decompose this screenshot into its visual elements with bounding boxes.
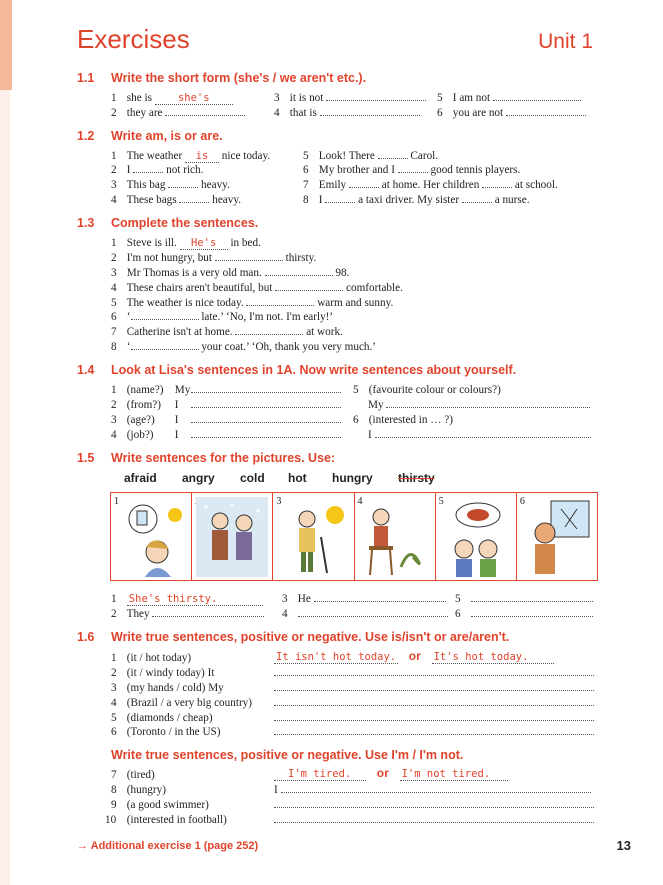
section-heading: Write true sentences, positive or negative. Use is/isn't or are/aren't. — [111, 630, 510, 644]
exercise-item: 3 it is not — [274, 91, 426, 105]
unit-label: Unit 1 — [538, 30, 593, 53]
exercise-item: 4 — [282, 607, 448, 621]
picture-2 — [192, 493, 273, 580]
exercise-item: 6 — [455, 607, 593, 621]
answer-line — [274, 798, 594, 812]
answer-field[interactable] — [179, 193, 209, 203]
exercise-item: 2 (it / windy today) It — [111, 667, 215, 679]
answer-field[interactable] — [326, 91, 426, 101]
exercise-item: 8 ‘ your coat.’ ‘Oh, thank you very much.’ — [111, 341, 377, 353]
answer-field[interactable] — [131, 340, 199, 350]
answer-field[interactable] — [398, 163, 428, 173]
answer-line — [274, 813, 594, 827]
exercise-item: 5 I am not — [437, 91, 581, 105]
hot-man-illustration — [277, 497, 349, 577]
answer-field[interactable]: she's — [155, 93, 233, 105]
answer-field[interactable] — [274, 798, 594, 808]
answer-field[interactable] — [168, 178, 198, 188]
exercise-item: 3 Mr Thomas is a very old man. 98. — [111, 267, 350, 279]
hungry-people-illustration — [440, 497, 512, 577]
word-cold: cold — [240, 471, 265, 485]
answer-field[interactable] — [265, 266, 333, 276]
answer-field[interactable] — [493, 91, 581, 101]
answer-field[interactable] — [349, 178, 379, 188]
answer-field[interactable] — [378, 149, 408, 159]
exercise-item: 1 Steve is ill. He's in bed. — [111, 237, 261, 249]
exercise-item: 5 Look! There Carol. — [303, 150, 439, 162]
answer-line — [274, 696, 594, 710]
exercise-item: 1 (it / hot today) — [111, 652, 192, 664]
answer-field[interactable] — [320, 106, 420, 116]
answer-field[interactable] — [275, 281, 343, 291]
answer-field[interactable] — [215, 251, 283, 261]
answer-field[interactable] — [386, 398, 590, 408]
cold-people-illustration — [196, 497, 268, 577]
section-subheading: Write true sentences, positive or negative. Use I'm / I'm not. — [111, 748, 464, 762]
answer-field[interactable]: It isn't hot today. — [276, 651, 397, 663]
exercise-item: 6 My brother and I good tennis players. — [303, 164, 521, 176]
answer-field[interactable] — [235, 325, 303, 335]
exercise-item: 2 I not rich. — [111, 164, 204, 176]
word-thirsty: thirsty — [398, 471, 435, 485]
exercise-item: 1 she is she's — [111, 91, 233, 105]
answer-field[interactable] — [314, 592, 446, 602]
answer-field[interactable] — [152, 607, 264, 617]
answer-field[interactable]: She's thirsty. — [127, 594, 263, 606]
exercise-item: 2 I'm not hungry, but thirsty. — [111, 252, 317, 264]
exercise-item: 1 The weather is nice today. — [111, 150, 271, 162]
section-number: 1.4 — [77, 363, 95, 377]
answer-field[interactable] — [274, 681, 594, 691]
exercise-item: My — [368, 398, 590, 412]
exercise-item: 1 (name?) My — [111, 383, 341, 397]
exercise-item: 7 Catherine isn't at home. at work. — [111, 326, 343, 338]
exercise-item: 5 — [455, 592, 593, 606]
answer-field[interactable] — [375, 428, 591, 438]
answer-field[interactable] — [165, 106, 245, 116]
answer-line — [274, 711, 594, 725]
exercise-item: 2 they are — [111, 106, 245, 120]
page-number: 13 — [616, 838, 631, 853]
section-number: 1.2 — [77, 129, 95, 143]
picture-5: 5 — [436, 493, 517, 580]
section-heading: Complete the sentences. — [111, 216, 259, 230]
afraid-man-illustration — [359, 497, 431, 577]
exercise-item: 3 He — [282, 592, 446, 606]
answer-field[interactable] — [471, 607, 593, 617]
exercise-item: 5 (favourite colour or colours?) — [353, 384, 501, 396]
answer-line: I — [274, 783, 591, 797]
exercise-item: 1 She's thirsty. — [111, 592, 263, 606]
answer-row: It isn't hot today. or It's hot today. — [274, 649, 554, 664]
answer-field[interactable]: I'm not tired. — [400, 769, 508, 781]
answer-field[interactable]: is — [185, 151, 219, 163]
answer-field[interactable]: He's — [180, 238, 228, 250]
picture-1: 1 — [111, 493, 192, 580]
exercise-item: 8 (hungry) — [111, 784, 166, 796]
answer-field[interactable] — [274, 696, 594, 706]
exercise-item: 6 (interested in … ?) — [353, 414, 453, 426]
exercise-item: 3 This bag heavy. — [111, 179, 230, 191]
answer-field[interactable] — [191, 428, 341, 438]
word-angry: angry — [182, 471, 215, 485]
picture-4: 4 — [355, 493, 436, 580]
picture-strip — [110, 492, 598, 581]
answer-line — [274, 725, 594, 739]
exercise-item: 8 I a taxi driver. My sister a nurse. — [303, 194, 530, 206]
answer-field[interactable] — [462, 193, 492, 203]
answer-field[interactable] — [506, 106, 586, 116]
answer-field[interactable] — [246, 296, 314, 306]
exercise-item: 10 (interested in football) — [105, 814, 227, 826]
word-hungry: hungry — [332, 471, 373, 485]
page-edge-tab — [0, 0, 12, 90]
exercise-item: 7 (tired) — [111, 769, 155, 781]
exercise-item: 4 (job?) I — [111, 428, 341, 442]
section-number: 1.3 — [77, 216, 95, 230]
answer-field[interactable] — [281, 783, 591, 793]
exercise-item: 3 (age?) I — [111, 413, 341, 427]
exercise-item: 4 (Brazil / a very big country) — [111, 697, 252, 709]
answer-field[interactable] — [274, 711, 594, 721]
section-number: 1.5 — [77, 451, 95, 465]
exercise-item: 4 that is — [274, 106, 420, 120]
answer-field[interactable] — [191, 383, 341, 393]
answer-field[interactable] — [191, 413, 341, 423]
section-heading: Write the short form (she's / we aren't etc.). — [111, 71, 367, 85]
exercise-item: 6 (Toronto / in the US) — [111, 726, 221, 738]
section-heading: Look at Lisa's sentences in 1A. Now write sentences about yourself. — [111, 363, 517, 377]
exercise-item: 5 (diamonds / cheap) — [111, 712, 213, 724]
answer-line — [274, 681, 594, 695]
answer-field[interactable] — [274, 725, 594, 735]
answer-field[interactable] — [274, 813, 594, 823]
angry-woman-illustration — [521, 497, 593, 577]
exercise-item: 7 Emily at home. Her children at school. — [303, 179, 558, 191]
exercise-item: 3 (my hands / cold) My — [111, 682, 224, 694]
exercise-item: 6 you are not — [437, 106, 586, 120]
answer-row: I'm tired. or I'm not tired. — [274, 766, 508, 781]
exercise-item: 9 (a good swimmer) — [111, 799, 209, 811]
page-edge-strip — [0, 90, 10, 885]
answer-field[interactable]: It's hot today. — [432, 652, 554, 664]
answer-field[interactable] — [325, 193, 355, 203]
section-number: 1.6 — [77, 630, 95, 644]
answer-line — [274, 666, 594, 680]
page-title: Exercises — [77, 24, 190, 54]
section-heading: Write sentences for the pictures. Use: — [111, 451, 336, 465]
section-number: 1.1 — [77, 71, 95, 85]
picture-3: 3 — [273, 493, 354, 580]
word-hot: hot — [288, 471, 307, 485]
exercise-item: 5 The weather is nice today. warm and sunny. — [111, 297, 394, 309]
answer-field[interactable] — [191, 398, 341, 408]
answer-field[interactable] — [298, 607, 448, 617]
additional-exercise-link[interactable]: → Additional exercise 1 (page 252) — [77, 840, 259, 852]
thirsty-woman-illustration — [115, 497, 187, 577]
picture-6: 6 — [517, 493, 597, 580]
answer-field[interactable] — [482, 178, 512, 188]
exercise-item: I — [368, 428, 591, 442]
answer-field[interactable]: I'm tired. — [274, 769, 366, 781]
word-afraid: afraid — [124, 471, 157, 485]
answer-field[interactable] — [274, 666, 594, 676]
answer-field[interactable] — [133, 163, 163, 173]
section-heading: Write am, is or are. — [111, 129, 223, 143]
exercise-item: 6 ‘ late.’ ‘No, I'm not. I'm early!’ — [111, 311, 334, 323]
answer-field[interactable] — [131, 310, 199, 320]
exercise-item: 4 These chairs aren't beautiful, but comfortable. — [111, 282, 403, 294]
exercise-item: 2 They — [111, 607, 264, 621]
exercise-item: 4 These bags heavy. — [111, 194, 242, 206]
answer-field[interactable] — [471, 592, 593, 602]
exercise-item: 2 (from?) I — [111, 398, 341, 412]
